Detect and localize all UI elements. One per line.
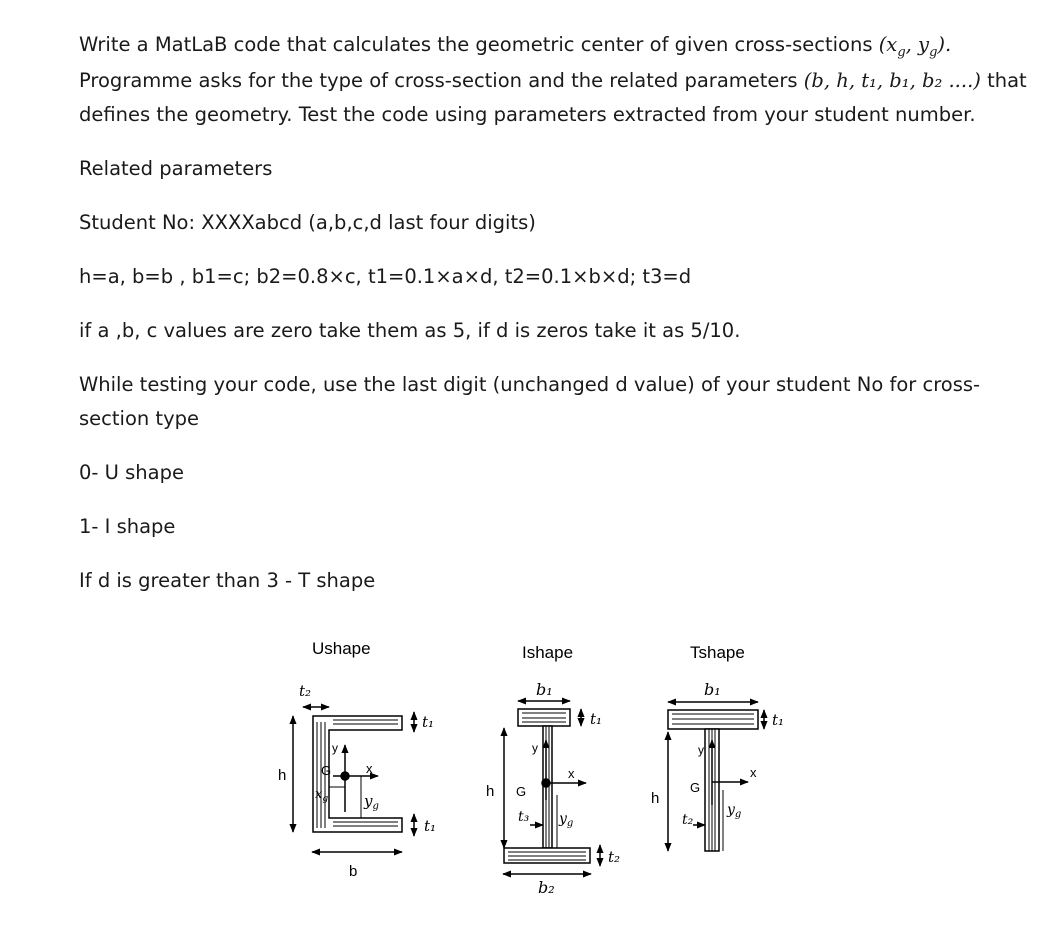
svg-text:h: h xyxy=(651,790,660,807)
parameter-formula: h=a, b=b , b1=c; b2=0.8×c, t1=0.1×a×d, t2=0.1×b×d; t3=d xyxy=(79,265,692,288)
svg-text:G: G xyxy=(690,780,701,795)
i-shape-title: Ishape xyxy=(522,643,574,662)
svg-text:x: x xyxy=(568,766,575,781)
shape-option-i: 1- I shape xyxy=(79,515,176,538)
related-heading: Related parameters xyxy=(79,157,273,180)
svg-text:xg: $x_g$ xyxy=(315,787,329,804)
svg-text:x: x xyxy=(750,765,757,780)
u-shape-title: Ushape xyxy=(312,639,371,658)
svg-text:t₁: t₁ xyxy=(772,711,785,729)
svg-text:y: y xyxy=(532,741,538,755)
shape-option-u: 0- U shape xyxy=(79,461,184,484)
svg-text:yg: $y_g$ xyxy=(559,811,574,829)
svg-text:b: b xyxy=(349,863,358,880)
svg-text:yg: $y_g$ xyxy=(727,802,742,820)
svg-text:G: G xyxy=(516,784,527,799)
svg-text:b₁: b₁ xyxy=(536,680,553,699)
testing-line-1: While testing your code, use the last digit (unchanged d value) of your student No for cross- xyxy=(79,373,981,396)
svg-text:h: h xyxy=(278,767,287,784)
svg-text:yg: $y_g$ xyxy=(364,792,379,812)
task-line-3: defines the geometry. Test the code using parameters extracted from your student number. xyxy=(79,103,976,126)
svg-text:x: x xyxy=(366,761,373,776)
svg-text:t₁: t₁ xyxy=(590,710,603,728)
svg-text:b₁: b₁ xyxy=(704,680,721,699)
task-line-1: Write a MatLaB code that calculates the geometric center of given cross-sections ($x_g$, $y_g$). xyxy=(79,33,952,60)
svg-text:t₂: t₂ xyxy=(608,848,621,866)
svg-text:t₂: t₂ xyxy=(299,682,312,700)
svg-text:h: h xyxy=(486,783,495,800)
svg-text:t₁: t₁ xyxy=(422,713,435,731)
task-line-2: Programme asks for the type of cross-section and the related parameters (b, h, t₁, b₁, b₂ ....) that xyxy=(79,69,1027,92)
svg-text:t₃: t₃ xyxy=(518,809,530,825)
svg-text:t₁: t₁ xyxy=(424,817,437,835)
testing-line-2: section type xyxy=(79,407,199,430)
svg-text:b₂: b₂ xyxy=(538,878,555,897)
student-number: Student No: XXXXabcd (a,b,c,d last four digits) xyxy=(79,211,536,234)
t-shape-title: Tshape xyxy=(690,643,745,662)
zero-rule: if a ,b, c values are zero take them as 5, if d is zeros take it as 5/10. xyxy=(79,319,741,342)
svg-text:t₂: t₂ xyxy=(682,812,694,828)
u-shape-diagram xyxy=(293,707,414,852)
svg-text:y: y xyxy=(698,743,704,757)
shape-option-t: If d is greater than 3 - T shape xyxy=(79,569,376,592)
svg-text:y: y xyxy=(332,741,338,755)
svg-text:G: G xyxy=(321,763,332,778)
